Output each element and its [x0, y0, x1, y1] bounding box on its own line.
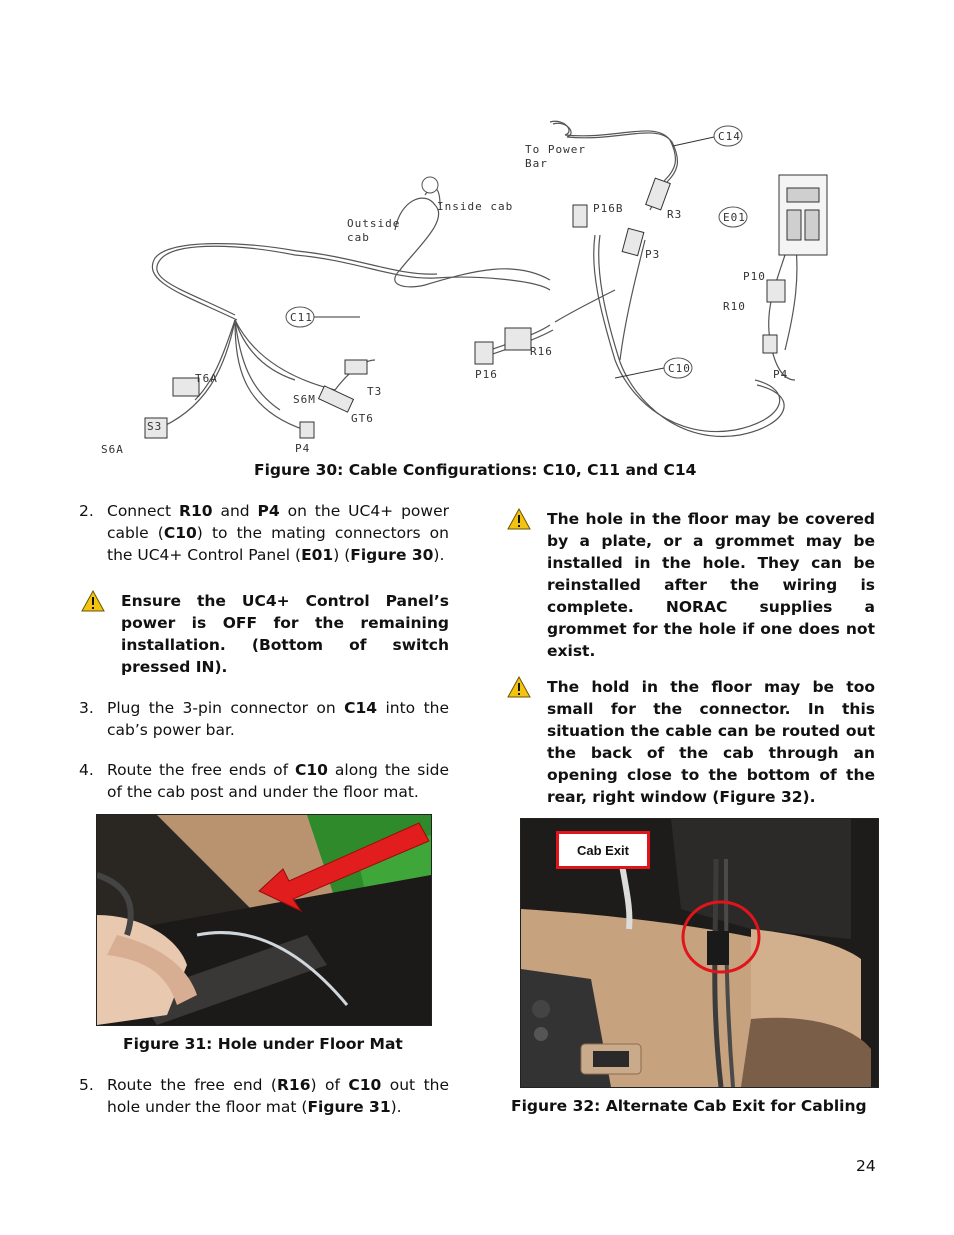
step-2-text: Connect R10 and P4 on the UC4+ power cable (C10) to the mating connectors on the UC4+ Control Panel (E01) (Figure 30). — [107, 502, 449, 564]
label-t3: T3 — [367, 385, 383, 398]
step-4-number: 4. — [79, 761, 94, 779]
cab-exit-callout: Cab Exit — [556, 831, 650, 869]
step-4 — [79, 759, 449, 803]
label-gt6: GT6 — [351, 412, 374, 425]
step-2-number: 2. — [79, 502, 94, 520]
label-t6a: T6A — [195, 372, 218, 385]
figure-32-caption: Figure 32: Alternate Cab Exit for Cabling — [511, 1097, 867, 1115]
figure-31-caption: Figure 31: Hole under Floor Mat — [123, 1035, 403, 1053]
label-to-power: To Power — [525, 143, 586, 156]
label-bar: Bar — [525, 157, 548, 170]
warning-icon — [81, 590, 121, 678]
label-cab: cab — [347, 231, 370, 244]
step-5 — [79, 1074, 449, 1118]
step-2 — [79, 500, 449, 566]
floor-mat-photo — [96, 814, 432, 1026]
label-c10: C10 — [668, 362, 691, 375]
warning-hole-too-small — [507, 676, 875, 808]
label-r10: R10 — [723, 300, 746, 313]
step-4-text: Route the free ends of C10 along the side of the cab post and under the floor mat. — [107, 761, 449, 801]
label-r16: R16 — [530, 345, 553, 358]
step-3-text: Plug the 3-pin connector on C14 into the cab’s power bar. — [107, 699, 450, 739]
label-e01: E01 — [723, 211, 746, 224]
step-5-text: Route the free end (R16) of C10 out the hole under the floor mat (Figure 31). — [107, 1076, 449, 1116]
cable-diagram-figure-30 — [95, 110, 875, 460]
warning-floor-plate-text: The hole in the floor may be covered by a plate, or a grommet may be installed in the hole. They can be reinstalled after the wiring is complete. NORAC supplies a grommet for the hole if one does not exist. — [547, 510, 875, 660]
step-3 — [79, 697, 449, 741]
cab-exit-photo — [520, 818, 879, 1088]
label-s3: S3 — [147, 420, 163, 433]
page-number: 24 — [856, 1157, 876, 1175]
warning-icon — [507, 508, 547, 662]
warning-power-off — [81, 590, 449, 678]
label-outside: Outside — [347, 217, 401, 230]
step-3-number: 3. — [79, 699, 94, 717]
warning-floor-plate — [507, 508, 875, 662]
label-s6m: S6M — [293, 393, 316, 406]
label-p16: P16 — [475, 368, 498, 381]
label-p16b: P16B — [593, 202, 624, 215]
label-p4-left: P4 — [295, 442, 311, 455]
label-c14: C14 — [718, 130, 741, 143]
label-r3: R3 — [667, 208, 683, 221]
figure-30-caption: Figure 30: Cable Configurations: C10, C11 and C14 — [254, 461, 697, 479]
label-p3: P3 — [645, 248, 661, 261]
label-p10: P10 — [743, 270, 766, 283]
label-p4-right: P4 — [773, 368, 789, 381]
step-5-number: 5. — [79, 1076, 94, 1094]
label-s6a: S6A — [101, 443, 124, 456]
label-inside-cab: Inside cab — [437, 200, 514, 213]
warning-power-off-text: Ensure the UC4+ Control Panel’s power is OFF for the remaining installation. (Bottom of switch pressed IN). — [121, 592, 449, 676]
label-c11: C11 — [290, 311, 313, 324]
warning-hole-too-small-text: The hold in the floor may be too small for the connector. In this situation the cable can be routed out the back of the cab through an opening close to the bottom of the rear, right window (Figure 32). — [547, 678, 875, 806]
warning-icon — [507, 676, 547, 808]
